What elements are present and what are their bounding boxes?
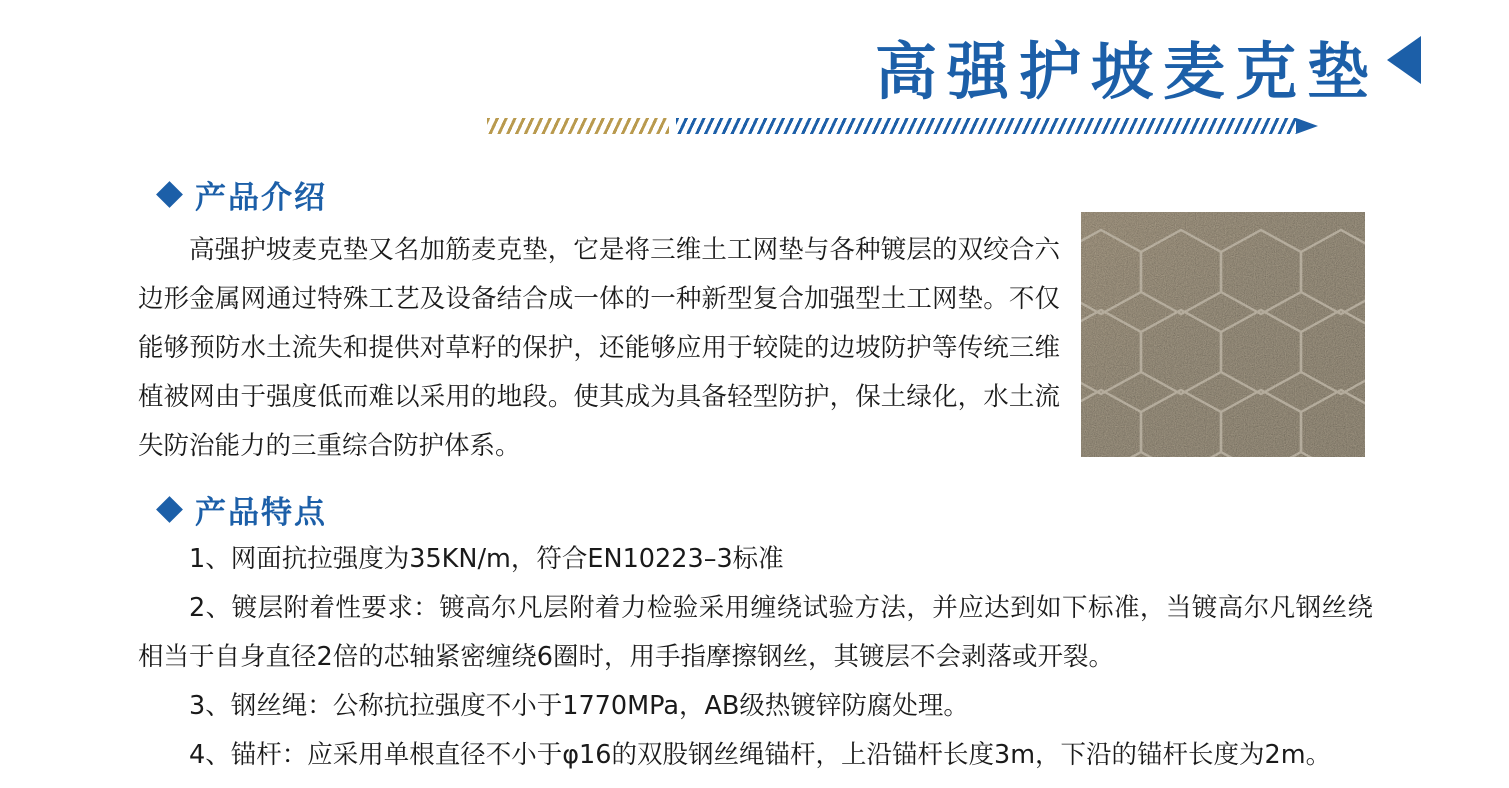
section-heading-features xyxy=(160,487,327,532)
left-pointing-triangle-icon xyxy=(1387,36,1421,84)
intro-paragraph: 高强护坡麦克垫又名加筋麦克垫，它是将三维土工网垫与各种镀层的双绞合六边形金属网通过特殊工艺及设备结合成一体的一种新型复合加强型土工网垫。不仅能够预防水土流失和提供对草籽的保护，还能够应用于较陡的边坡防护等传统三维植被网由于强度低而难以采用的地段。使其成为具备轻型防护，保土绿化，水土流失防治能力的三重综合防护体系。 xyxy=(138,235,1060,461)
diamond-bullet-icon xyxy=(156,181,183,208)
product-photo-image xyxy=(1081,212,1365,457)
list-item: 3、钢丝绳：公称抗拉强度不小于1770MPa，AB级热镀锌防腐处理。 xyxy=(189,691,969,721)
feature-list xyxy=(138,535,1373,780)
section-title-intro: 产品介绍 xyxy=(195,180,327,216)
decorative-stripe-gold xyxy=(487,118,669,134)
diamond-bullet-icon xyxy=(156,496,183,523)
list-item: 4、锚杆：应采用单根直径不小于φ16的双股钢丝绳锚杆，上沿锚杆长度3m，下沿的锚杆长度为2m。 xyxy=(189,740,1332,770)
decorative-stripe-blue xyxy=(676,118,1296,134)
section-title-features: 产品特点 xyxy=(195,495,327,531)
list-item: 2、镀层附着性要求：镀高尔凡层附着力检验采用缠绕试验方法，并应达到如下标准，当镀高尔凡钢丝绕相当于自身直径2倍的芯轴紧密缠绕6圈时，用手指摩擦钢丝，其镀层不会剥落或开裂。 xyxy=(138,593,1373,672)
decorative-stripe-arrow-icon xyxy=(1296,118,1318,134)
section-heading-intro xyxy=(160,172,327,217)
page-header xyxy=(0,0,1509,150)
list-item: 1、网面抗拉强度为35KN/m，符合EN10223–3标准 xyxy=(189,544,784,574)
product-photo xyxy=(1081,212,1365,457)
page-title: 高强护坡麦克垫 xyxy=(874,35,1379,108)
